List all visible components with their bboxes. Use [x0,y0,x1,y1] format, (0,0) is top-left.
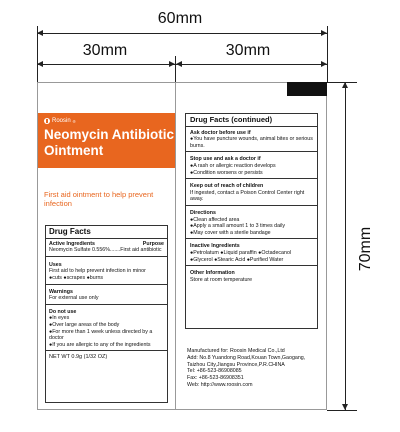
arrow-down-icon [342,404,348,410]
section-heading: Inactive Ingredients [190,243,240,250]
section-line: If ingested, contact a Poison Control Center right away. [190,189,305,203]
brand-name: Roosin [52,118,71,124]
section-line: ●Apply a small amount 1 to 3 times daily [190,223,286,230]
height-label: 70mm [357,226,374,272]
extension-line [37,26,38,82]
section-line: ●You have puncture wounds, animal bites or serious burns. [190,136,313,149]
section-line: Store at room temperature [190,276,253,283]
extension-line [175,56,176,82]
drug-facts-section [186,179,317,206]
drug-facts-section [186,266,317,285]
manufacturer-info [187,348,317,389]
product-tagline: First aid ointment to help prevent infection [44,190,154,208]
uses-items: ●cuts ●scrapes ●burns [49,274,104,281]
drug-facts-section [186,239,317,266]
net-weight: NET WT 0.9g (1/32 OZ) [49,354,108,361]
extension-line [327,26,328,82]
manufacturer-line: Add: No.8 Yuandong Road,Kouan Town,Gaogang, [187,354,306,361]
overall-width-line [37,33,327,34]
do-not-use-section [46,305,167,352]
uses-heading: Uses [49,261,62,268]
arrow-left-icon [176,61,182,67]
section-line: ●Condition worsens or persists [190,169,263,176]
drug-facts-continued-box [185,113,318,329]
arrow-up-icon [342,82,348,88]
section-heading: Directions [190,209,216,216]
drug-facts-section [186,206,317,239]
half-width-line [37,64,327,65]
registered-mark: ® [72,118,76,124]
height-line [345,82,346,410]
manufacturer-line: Tel: +86-523-86908085 [187,368,242,375]
section-line: ●Clean affected area [190,216,240,223]
drug-facts-section [186,152,317,179]
manufacturer-line: Web: http://www.roosin.com [187,381,253,388]
section-heading: Keep out of reach of children [190,183,264,190]
brand-icon [44,118,50,124]
drug-facts-sections [186,127,317,286]
product-name: Neomycin Antibiotic Ointment [44,127,175,158]
active-line: Neomycin Sulfate 0.556%.......First aid antibiotic [49,247,162,254]
warnings-heading: Warnings [49,288,73,295]
front-panel [38,83,175,409]
brand-logo [44,118,76,124]
drug-facts-continued-title: Drug Facts (continued) [186,114,317,127]
warnings-text: For external use only [49,295,99,302]
right-width-label: 30mm [225,42,271,59]
do-not-use-item: ●If you are allergic to any of the ingredients [49,341,151,348]
active-ingredients-section [46,239,167,257]
section-line: ●May cover with a sterile bandage [190,229,271,236]
drug-facts-box [45,225,168,403]
uses-text: First aid to help prevent infection in minor [49,268,146,275]
section-line: ●Petrolatum ●Liquid paraffin ●Octadecanol [190,249,292,256]
do-not-use-item: ●For more than 1 week unless directed by a doctor [49,328,153,342]
section-heading: Stop use and ask a doctor if [190,156,261,163]
manufacturer-line: Fax: +86-523-86908351 [187,375,244,382]
purpose-heading: Purpose [142,240,164,247]
extension-line [327,410,357,411]
do-not-use-item: ●Over large areas of the body [49,321,120,328]
section-heading: Other Information [190,270,235,277]
section-line: ●Glycerol ●Stearic Acid ●Purified Water [190,256,284,263]
manufacturer-line: Manufactured for: Roosin Medical Co.,Ltd [187,348,285,354]
left-width-label: 30mm [82,42,128,59]
manufacturer-line: Taizhou City,Jiangsu Province,P.R.CHINA [187,361,285,368]
drug-facts-title: Drug Facts [46,226,167,239]
back-panel [176,83,326,409]
section-line: ●A rash or allergic reaction develops [190,162,276,169]
do-not-use-heading: Do not use [49,308,77,315]
drug-facts-section [186,127,317,153]
do-not-use-item: ●In eyes [49,315,70,322]
section-heading: Ask doctor before use if [190,129,251,136]
product-banner [38,113,175,168]
uses-section [46,257,167,285]
overall-width-label: 60mm [157,10,203,27]
warnings-section [46,285,167,305]
active-heading: Active Ingredients [49,240,95,247]
